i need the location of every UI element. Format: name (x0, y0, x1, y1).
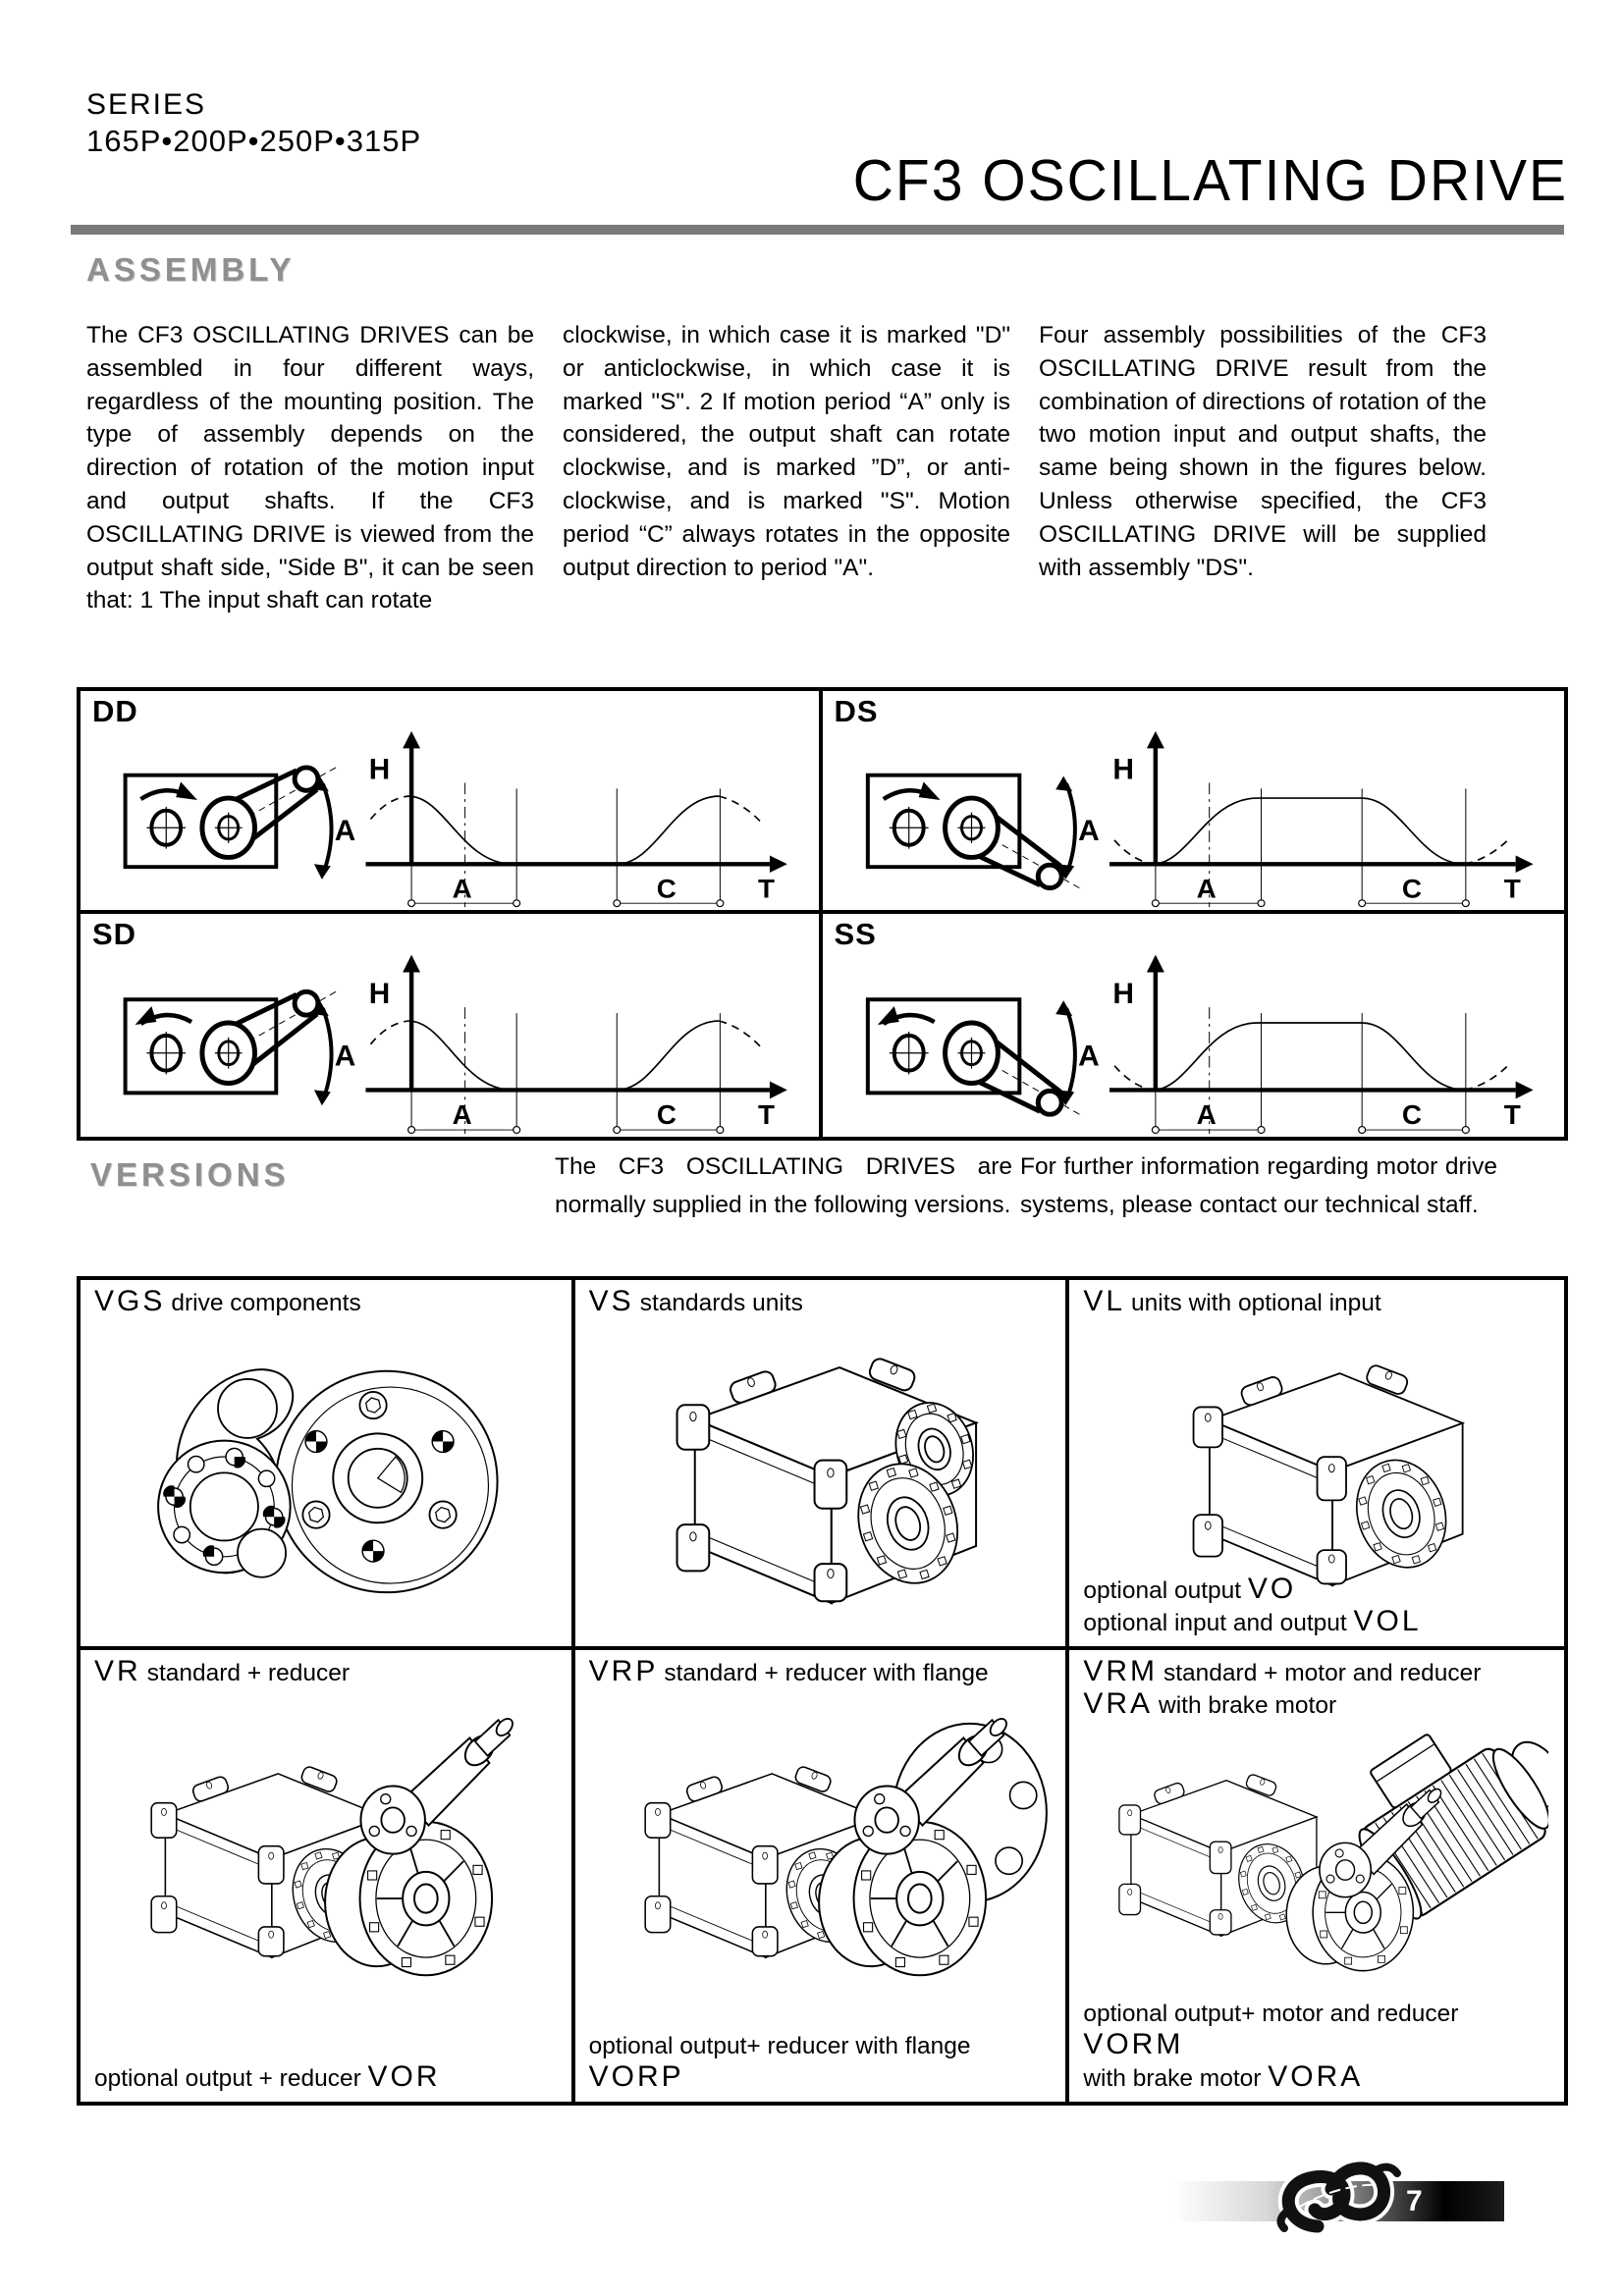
vrp-gearbox-illustration (588, 1713, 1052, 2007)
quadrant-label-ds: DS (834, 694, 879, 728)
svg-text:H: H (368, 978, 391, 1011)
page-title: CF3 OSCILLATING DRIVE (852, 148, 1568, 214)
motion-diagram-sd (81, 914, 819, 1137)
version-text: optional output + reducer (94, 2065, 368, 2092)
svg-text:A: A (452, 1099, 472, 1131)
svg-text:T: T (758, 1099, 775, 1131)
version-code: VRM (1083, 1655, 1158, 1687)
version-code: VORP (588, 2060, 684, 2093)
motion-diagram-ss (823, 914, 1565, 1137)
version-text: optional input and output (1083, 1610, 1354, 1636)
version-text: standard + reducer with flange (664, 1660, 989, 1686)
version-text: drive components (171, 1290, 361, 1316)
motion-diagram-ds (823, 691, 1565, 910)
version-cell-header (589, 1656, 1053, 1688)
vgs-gearbox-illustration (94, 1319, 558, 1614)
quadrant-label-dd: DD (92, 694, 138, 728)
versions-grid (77, 1276, 1568, 2106)
version-code: VR (94, 1655, 141, 1687)
version-text: with brake motor (1083, 2065, 1269, 2092)
assembly-quadrant-dd (81, 691, 823, 914)
quadrant-label-sd: SD (92, 917, 137, 951)
svg-text:A: A (1196, 873, 1217, 904)
version-cell-header (589, 1286, 1053, 1318)
version-cell-vr (81, 1650, 575, 2102)
version-cell-header (1083, 1286, 1550, 1318)
assembly-figure (77, 687, 1568, 1141)
svg-text:A: A (334, 815, 356, 847)
quadrant-label-ss: SS (834, 917, 877, 951)
svg-text:A: A (334, 1040, 356, 1073)
version-cell-header (94, 1286, 558, 1318)
svg-text:H: H (1111, 753, 1134, 786)
series-label: SERIES (86, 88, 207, 121)
assembly-quadrant-sd (81, 914, 823, 1137)
assembly-column-2: clockwise, in which case it is marked "D" or anticlockwise, in which case it is marked "S". 2 If motion period “A” only is considered, the output shaft can rotate clockwise, and is marked ”D”, or anti-clockwise, and is marked "S". Motion period “C” always rotates in the opposite output direction to period "A". (563, 322, 1010, 581)
version-code: VORA (1268, 2060, 1364, 2093)
svg-text:A: A (1077, 815, 1100, 847)
page-number: 7 (1406, 2185, 1423, 2217)
version-text: optional output (1083, 1577, 1248, 1604)
vs-gearbox-illustration (588, 1319, 1052, 1614)
version-code: VRP (588, 1655, 659, 1687)
version-code: VOL (1353, 1605, 1422, 1637)
versions-heading: VERSIONS (90, 1156, 290, 1193)
svg-text:T: T (1503, 1099, 1521, 1131)
vr-gearbox-illustration (94, 1713, 558, 2007)
version-cell-footer (589, 2031, 1053, 2094)
assembly-quadrant-ds (823, 691, 1565, 914)
version-text: optional output+ motor and reducer (1083, 2001, 1459, 2027)
title-rule (71, 225, 1564, 235)
version-text: with brake motor (1159, 1692, 1337, 1719)
version-code: VOR (367, 2060, 441, 2093)
svg-text:A: A (1196, 1099, 1217, 1131)
version-cell-vl (1069, 1280, 1564, 1650)
svg-text:C: C (656, 1099, 676, 1131)
svg-text:C: C (1401, 873, 1422, 904)
svg-text:T: T (1503, 873, 1521, 904)
version-cell-vrp (575, 1650, 1070, 2102)
version-code: VO (1247, 1573, 1297, 1605)
brand-logo (1272, 2150, 1404, 2252)
version-cell-footer (94, 2061, 558, 2094)
versions-intro: The CF3 OSCILLATING DRIVES are normally supplied in the following versions. (555, 1153, 1012, 1218)
series-models: 165P•200P•250P•315P (86, 124, 422, 158)
svg-text:H: H (1111, 978, 1134, 1011)
version-cell-vrm (1069, 1650, 1564, 2102)
version-text: standard + reducer (146, 1660, 351, 1686)
version-code: VL (1083, 1285, 1126, 1317)
version-text: units with optional input (1131, 1290, 1381, 1316)
assembly-column-1: The CF3 OSCILLATING DRIVES can be assembled in four different ways, regardless of the mounting position. The type of assembly depends on the direction of rotation of the motion input and output shafts. If the CF3 OSCILLATING DRIVE is viewed from the output shaft side, "Side B", it can be seen that: 1 The input shaft can rotate (86, 322, 534, 614)
svg-text:A: A (1077, 1040, 1100, 1073)
version-cell-footer (1083, 1999, 1550, 2094)
version-cell-footer (1083, 1574, 1550, 1638)
motion-diagram-dd (81, 691, 819, 910)
svg-text:H: H (368, 753, 391, 786)
version-cell-vgs (81, 1280, 575, 1650)
version-cell-vs (575, 1280, 1070, 1650)
version-cell-header (94, 1656, 558, 1688)
svg-text:C: C (656, 873, 676, 904)
series-block (86, 88, 421, 159)
version-code: VS (588, 1285, 634, 1317)
version-cell-header (1083, 1656, 1550, 1721)
svg-text:C: C (1401, 1099, 1422, 1131)
vrm-gearbox-illustration (1085, 1713, 1548, 2007)
svg-text:T: T (758, 873, 775, 904)
vl-gearbox-illustration (1085, 1319, 1548, 1614)
version-code: VRA (1083, 1687, 1154, 1720)
version-code: VORM (1083, 2028, 1184, 2060)
assembly-column-3: Four assembly possibilities of the CF3 OSCILLATING DRIVE result from the combination of directions of rotation of the two motion input and output shafts, the same being shown in the figures below. Unless otherwise specified, the CF3 OSCILLATING DRIVE will be supplied with assembly "DS". (1039, 322, 1487, 581)
assembly-quadrant-ss (823, 914, 1565, 1137)
version-text: standards units (639, 1290, 803, 1316)
assembly-text (86, 319, 1487, 617)
version-text: optional output+ reducer with flange (588, 2033, 971, 2059)
assembly-heading: ASSEMBLY (86, 251, 296, 288)
versions-note: For further information regarding motor drive systems, please contact our technical staff. (1020, 1153, 1497, 1218)
svg-text:A: A (452, 873, 472, 904)
version-code: VGS (94, 1285, 166, 1317)
version-text: standard + motor and reducer (1163, 1660, 1482, 1686)
